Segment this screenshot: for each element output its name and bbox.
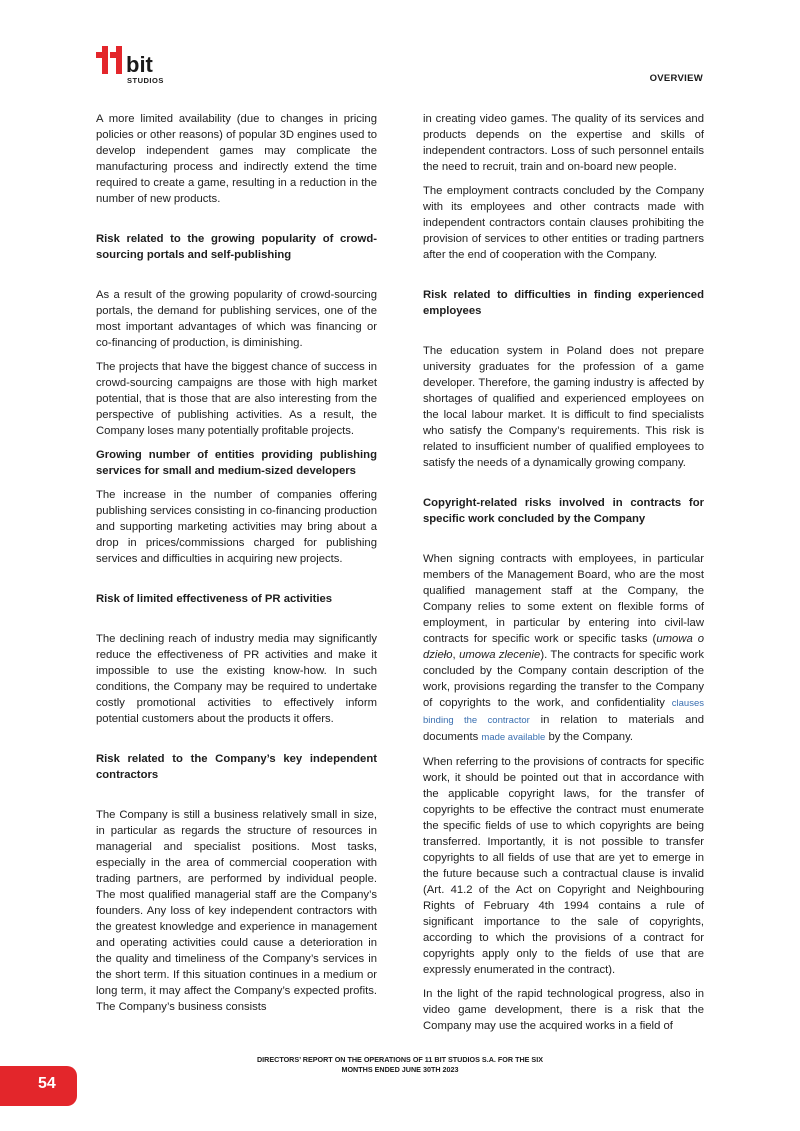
page-number-tab bbox=[0, 1066, 77, 1106]
text-run: , bbox=[452, 649, 460, 661]
body-paragraph: The Company is still a business relatively small in size, in particular as regards the structure of resources in managerial and specialist positions. Most tasks, especially in the area of commercial cooperation with trading partners, are performed by individual people. The most qualified managerial staff are the Company’s founders. Any loss of key independent contractors with the greatest knowledge and experience in management and operating activities could cause a deterioration in the quality and timeliness of the Company’s services in the short term. If this situation continues in a medium or long term, it may affect the Company’s expected profits. The Company’s business consists bbox=[96, 809, 377, 1013]
text-run: by the Company. bbox=[545, 731, 634, 743]
logo-word: bit bbox=[126, 52, 153, 77]
body-paragraph: The increase in the number of companies offering publishing services consisting in co-financing production and supporting marketing activities may bring about a drop in prices/commissions charged for publishing services and difficulties in acquiring new projects. bbox=[96, 489, 377, 565]
body-paragraph bbox=[423, 551, 704, 746]
spacer bbox=[96, 791, 377, 807]
text-run: ). The contracts for specific work concluded by the Company contain description of the work, provisions regarding the transfer to the Company of copyrights to the work, and confidentiality bbox=[423, 649, 704, 709]
spacer bbox=[423, 479, 704, 495]
text-run: in relation to materials and documents bbox=[423, 714, 704, 743]
section-heading: Risk of limited effectiveness of PR activities bbox=[96, 593, 333, 605]
body-paragraph: As a result of the growing popularity of crowd-sourcing portals, the demand for publishing services, one of the most important advantages of which was financing or co-financing of production, is diminishing. bbox=[96, 289, 377, 349]
text-run: When signing contracts with employees, in particular members of the Management Board, who are the most qualified management staff at the Company, the Company relies to some extent on flexible forms of employment, in particular by entering into civil-law contracts for specific work or specific tasks ( bbox=[423, 553, 704, 645]
company-logo bbox=[96, 44, 176, 86]
body-paragraph: The projects that have the biggest chance of success in crowd-sourcing campaigns are those with high market potential, that is those that are also interesting from the perspective of publishing activities. As a result, the Company loses many potentially profitable projects. bbox=[96, 361, 377, 437]
body-paragraph: The education system in Poland does not prepare university graduates for the profession of a game developer. Therefore, the gaming industry is affected by shortages of qualified and experienced employees on the local labour market. It is difficult to find specialists who satisfy the Company’s requirements. This risk is related to insufficient number of qualified employees to satisfy the needs of a dynamically growing company. bbox=[423, 345, 704, 469]
footer bbox=[0, 1055, 800, 1075]
highlighted-phrase: made available bbox=[481, 732, 546, 743]
footer-line-1: DIRECTORS’ REPORT ON THE OPERATIONS OF 11 BIT STUDIOS S.A. FOR THE SIX bbox=[256, 1055, 544, 1064]
spacer bbox=[96, 271, 377, 287]
section-heading: Copyright-related risks involved in contracts for specific work concluded by the Company bbox=[423, 497, 704, 525]
body-paragraph: The employment contracts concluded by the Company with its employees and other contracts made with independent contractors contain clauses prohibiting the provision of services to other entities or trading partners after the end of cooperation with the Company. bbox=[423, 185, 704, 261]
spacer bbox=[423, 271, 704, 287]
spacer bbox=[96, 615, 377, 631]
section-heading: Risk related to the Company’s key independent contractors bbox=[96, 753, 377, 781]
body-paragraph: In the light of the rapid technological progress, also in video game development, there is a risk that the Company may use the acquired works in a field of bbox=[423, 988, 704, 1032]
footer-line-2: MONTHS ENDED JUNE 30TH 2023 bbox=[341, 1065, 459, 1074]
page-number: 54 bbox=[38, 1075, 56, 1092]
spacer bbox=[423, 535, 704, 551]
body-paragraph: When referring to the provisions of contracts for specific work, it should be pointed out that in accordance with the applicable copyright laws, for the transfer of copyrights to be effective the contract must enumerate the specific fields of use to which copyrights are being transferred. Importantly, it is not possible to transfer copyrights to all fields of use that are yet to emerge in the future because such a contractual clause is invalid (Art. 41.2 of the Act on Copyright and Neighbouring Rights of February 4th 1994 contains a rule of significant importance to the sale of copyrights, according to which the provisions of a contract for copyrights apply only to the fields of use that are expressly enumerated in the contract). bbox=[423, 756, 704, 976]
italic-term: umowa o dzieło bbox=[423, 633, 705, 661]
left-column bbox=[96, 111, 377, 1023]
highlighted-phrase: clauses binding the contractor bbox=[423, 698, 704, 726]
spacer bbox=[96, 735, 377, 751]
italic-term: umowa zlecenie bbox=[459, 649, 541, 661]
body-paragraph: A more limited availability (due to changes in pricing policies or other reasons) of popular 3D engines used to develop independent games may complicate the manufacturing process and indirectly extend the time required to create a game, resulting in a reduction in the number of new products. bbox=[96, 113, 377, 205]
body-paragraph: in creating video games. The quality of its services and products depends on the expertise and skills of independent contractors. Loss of such personnel entails the need to recruit, train and on-board new people. bbox=[423, 113, 704, 173]
body-paragraph: The declining reach of industry media may significantly reduce the effectiveness of PR activities and make it impossible to use the existing know-how. In such conditions, the Company may be required to undertake costly promotional activities to effectively inform potential customers about the products it offers. bbox=[96, 633, 377, 725]
right-column bbox=[423, 111, 704, 1042]
section-heading: Risk related to the growing popularity of crowd-sourcing portals and self-publishing bbox=[96, 233, 377, 261]
section-label: OVERVIEW bbox=[649, 73, 703, 84]
section-heading: Growing number of entities providing publishing services for small and medium-sized developers bbox=[96, 449, 377, 477]
logo-sub: STUDIOS bbox=[127, 76, 164, 85]
spacer bbox=[423, 327, 704, 343]
spacer bbox=[96, 575, 377, 591]
spacer bbox=[96, 215, 377, 231]
section-heading: Risk related to difficulties in finding experienced employees bbox=[423, 289, 704, 317]
